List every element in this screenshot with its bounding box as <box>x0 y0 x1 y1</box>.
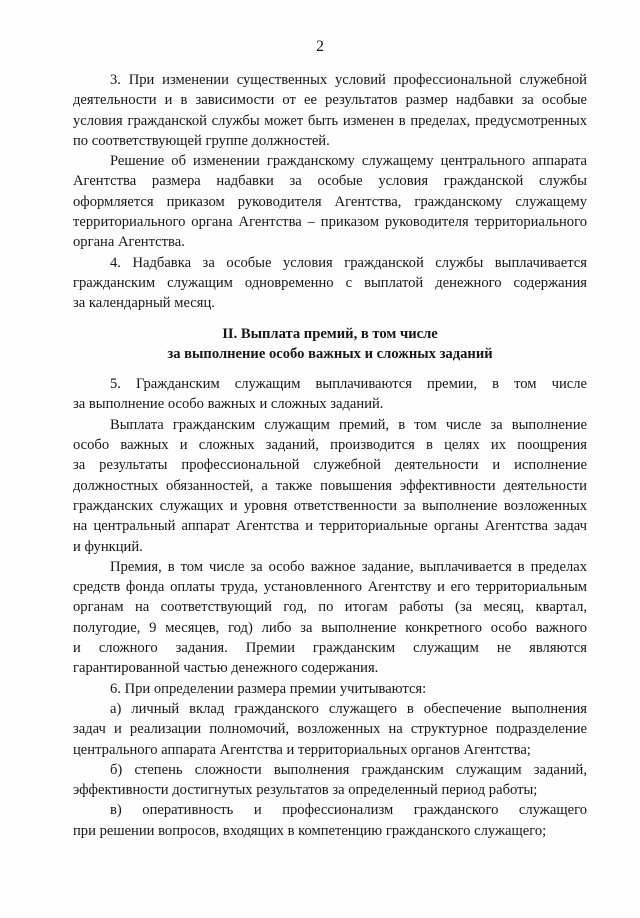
paragraph-line: гражданских служащих и уровня ответственности за выполнение возложенных <box>73 497 587 514</box>
paragraph-line: задач и реализации полномочий, возложенных на структурное подразделение <box>73 721 587 738</box>
paragraph-line: Выплата гражданским служащим премий, в том числе за выполнение <box>110 416 587 433</box>
paragraph-line: Решение об изменении гражданскому служащему центрального аппарата <box>110 153 587 170</box>
document-body <box>73 70 587 841</box>
paragraph-line: б) степень сложности выполнения гражданским служащим заданий, <box>110 761 587 778</box>
paragraph-line: Агентства размера надбавки за особые условия гражданской службы <box>73 173 587 190</box>
paragraph-line: полугодие, 9 месяцев, год) либо за выполнение конкретного особо важного <box>73 619 587 636</box>
paragraph-line: за результаты профессиональной служебной деятельности и исполнение <box>73 457 587 474</box>
paragraph-line: 4. Надбавка за особые условия гражданской службы выплачивается <box>110 254 587 271</box>
paragraph-line: а) личный вклад гражданского служащего в обеспечение выполнения <box>110 700 587 717</box>
paragraph-line: 3. При изменении существенных условий профессиональной служебной <box>110 72 587 88</box>
paragraph-line: Премия, в том числе за особо важное задание, выплачивается в пределах <box>110 558 587 575</box>
paragraph-line: должностных обязанностей, а также повышения эффективности деятельности <box>73 477 587 494</box>
paragraph-line: 5. Гражданским служащим выплачиваются премии, в том числе <box>110 376 587 393</box>
section-heading: II. Выплата премий, в том числе <box>222 325 438 342</box>
paragraph-line: гарантированной частью денежного содержания. <box>73 660 379 677</box>
paragraph-line: гражданским служащим одновременно с выплатой денежного содержания <box>73 274 587 291</box>
paragraph-line: за выполнение особо важных и сложных заданий. <box>73 396 384 413</box>
page-number: 2 <box>316 38 324 55</box>
paragraph-line: и сложного задания. Премии гражданским служащим не являются <box>73 640 587 657</box>
paragraph-line: территориального органа Агентства – приказом руководителя территориального <box>73 214 587 231</box>
paragraph-line: условия гражданской службы может быть изменен в пределах, предусмотренных <box>73 112 587 129</box>
paragraph-line: 6. При определении размера премии учитываются: <box>110 680 427 697</box>
paragraph-line: средств фонда оплаты труда, установленного Агентству и его территориальным <box>73 579 587 596</box>
paragraph-line: и функций. <box>73 538 143 555</box>
paragraph-line: эффективности достигнутых результатов за определенный период работы; <box>73 782 538 799</box>
paragraph-line: органа Агентства. <box>73 234 185 251</box>
paragraph-line: на центральный аппарат Агентства и территориальные органы Агентства задач <box>73 518 587 535</box>
paragraph-line: особо важных и сложных заданий, производится в целях их поощрения <box>73 437 587 454</box>
paragraph-line: в) оперативность и профессионализм гражданского служащего <box>110 802 587 819</box>
paragraph-line: деятельности и в зависимости от ее результатов размер надбавки за особые <box>73 92 587 109</box>
paragraph-line: при решении вопросов, входящих в компетенцию гражданского служащего; <box>73 822 547 839</box>
paragraph-line: за календарный месяц. <box>73 295 215 312</box>
paragraph-line: по соответствующей группе должностей. <box>73 132 330 149</box>
section-heading: за выполнение особо важных и сложных заданий <box>167 345 493 362</box>
paragraph-line: центрального аппарата Агентства и территориальных органов Агентства; <box>73 741 531 758</box>
paragraph-line: оформляется приказом руководителя Агентства, гражданскому служащему <box>73 193 587 210</box>
paragraph-line: органам на соответствующий год, по итогам работы (за месяц, квартал, <box>73 599 587 616</box>
